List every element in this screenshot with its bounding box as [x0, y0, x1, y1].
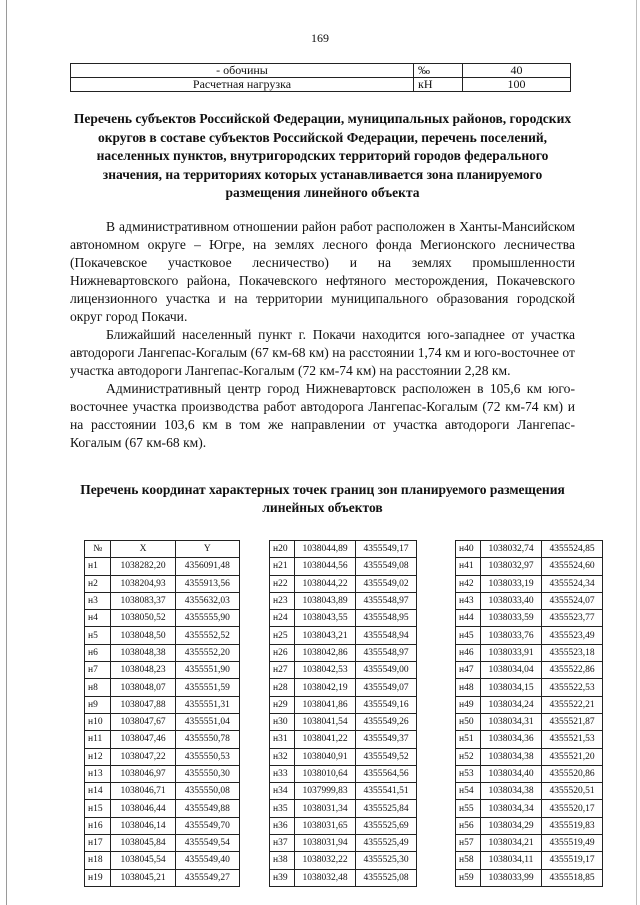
table-row: [85, 627, 240, 644]
table-row: [85, 765, 240, 782]
coordinate-y: 4355519,17: [542, 852, 603, 869]
table-row: [270, 800, 417, 817]
point-number: н59: [456, 869, 481, 886]
coordinate-x: 1038034,40: [481, 765, 542, 782]
page-number: 169: [311, 31, 329, 45]
coordinate-y: 4355551,04: [175, 713, 239, 730]
table-row: [270, 679, 417, 696]
parameter-unit: кН: [414, 78, 463, 92]
coordinate-x: 1038045,21: [111, 869, 175, 886]
coordinate-y: 4355524,60: [542, 558, 603, 575]
point-number: н22: [270, 575, 295, 592]
coordinate-x: 1038282,20: [111, 558, 175, 575]
coordinate-x: 1038041,54: [295, 713, 356, 730]
point-number: н31: [270, 731, 295, 748]
coordinate-y: 4355549,07: [356, 679, 417, 696]
coordinate-x: 1038044,22: [295, 575, 356, 592]
table-row: [85, 679, 240, 696]
column-header-number: №: [85, 541, 111, 558]
coordinate-y: 4355549,54: [175, 835, 239, 852]
table-row: [270, 748, 417, 765]
table-row: [270, 817, 417, 834]
table-row: [270, 835, 417, 852]
coordinate-y: 4355548,95: [356, 610, 417, 627]
paragraph: Ближайший населенный пункт г. Покачи находится юго-западнее от участка автодороги Лангепас-Когалым (67 км-68 км) на расстоянии 1,74 км и юго-восточнее от участка автодороги Лангепас-Когалым (72 км-74 км) на расстоянии 2,28 км.: [70, 327, 575, 378]
point-number: н4: [85, 610, 111, 627]
point-number: н42: [456, 575, 481, 592]
table-row: [456, 731, 603, 748]
point-number: н58: [456, 852, 481, 869]
coordinate-x: 1038042,19: [295, 679, 356, 696]
coordinate-y: 4355632,03: [175, 592, 239, 609]
coordinate-x: 1038045,54: [111, 852, 175, 869]
table-row: [456, 835, 603, 852]
table-row: [270, 731, 417, 748]
coordinate-y: 4355520,17: [542, 800, 603, 817]
table-row: [85, 731, 240, 748]
table-row: [456, 644, 603, 661]
table-row: [270, 765, 417, 782]
coordinate-x: 1038048,50: [111, 627, 175, 644]
coordinate-x: 1038034,15: [481, 679, 542, 696]
point-number: н26: [270, 644, 295, 661]
point-number: н2: [85, 575, 111, 592]
coordinate-x: 1038040,91: [295, 748, 356, 765]
paragraph: В административном отношении район работ расположен в Ханты-Мансийском автономном округе – Югре, на землях лесного фонда Мегионского лесничества (Покачевское участковое лесничество) и на землях промышленности Нижневартовского района, Покачевского нефтяного месторождения, Покачевского лицензионного участка и на территории муниципального образования городской округ город Покачи.: [70, 219, 575, 324]
coordinate-y: 4355521,87: [542, 713, 603, 730]
coordinate-y: 4355525,84: [356, 800, 417, 817]
coordinate-y: 4355550,08: [175, 783, 239, 800]
table-row: [270, 575, 417, 592]
point-number: н35: [270, 800, 295, 817]
coordinate-x: 1038204,93: [111, 575, 175, 592]
point-number: н48: [456, 679, 481, 696]
coordinate-x: 1038034,34: [481, 800, 542, 817]
coordinate-y: 4355520,51: [542, 783, 603, 800]
table-row: [270, 783, 417, 800]
point-number: н25: [270, 627, 295, 644]
coordinate-y: 4355549,27: [175, 869, 239, 886]
point-number: н49: [456, 696, 481, 713]
coordinate-y: 4355524,34: [542, 575, 603, 592]
coordinate-y: 4355524,85: [542, 541, 603, 558]
point-number: н39: [270, 869, 295, 886]
parameter-value: 40: [463, 64, 571, 78]
table-row: [456, 592, 603, 609]
point-number: н10: [85, 713, 111, 730]
coordinate-x: 1038034,36: [481, 731, 542, 748]
coordinate-y: 4355525,69: [356, 817, 417, 834]
coordinate-x: 1038033,40: [481, 592, 542, 609]
coordinate-y: 4355519,49: [542, 835, 603, 852]
coordinate-y: 4355519,83: [542, 817, 603, 834]
point-number: н33: [270, 765, 295, 782]
coordinate-y: 4355564,56: [356, 765, 417, 782]
point-number: н12: [85, 748, 111, 765]
coordinate-x: 1038047,22: [111, 748, 175, 765]
coordinates-table-3: [455, 540, 603, 887]
coordinate-y: 4355525,49: [356, 835, 417, 852]
coordinate-y: 4355523,49: [542, 627, 603, 644]
point-number: н8: [85, 679, 111, 696]
point-number: н44: [456, 610, 481, 627]
coordinate-y: 4355549,08: [356, 558, 417, 575]
point-number: н55: [456, 800, 481, 817]
coordinate-x: 1038033,19: [481, 575, 542, 592]
table-row: [85, 869, 240, 886]
table-row: [456, 713, 603, 730]
table-row: [456, 610, 603, 627]
coordinate-y: 4355549,00: [356, 662, 417, 679]
coordinate-y: 4355525,08: [356, 869, 417, 886]
table-row: [456, 869, 603, 886]
point-number: н32: [270, 748, 295, 765]
point-number: н27: [270, 662, 295, 679]
coordinate-y: 4355550,30: [175, 765, 239, 782]
coordinate-y: 4355913,56: [175, 575, 239, 592]
table-row: [85, 644, 240, 661]
coordinate-x: 1038041,86: [295, 696, 356, 713]
section-heading-coordinates: Перечень координат характерных точек границ зон планируемого размещения линейных объектов: [80, 482, 565, 515]
point-number: н28: [270, 679, 295, 696]
coordinate-x: 1038048,23: [111, 662, 175, 679]
point-number: н29: [270, 696, 295, 713]
table-row: [456, 558, 603, 575]
table-row: [456, 783, 603, 800]
coordinate-x: 1038032,48: [295, 869, 356, 886]
coordinate-x: 1038046,97: [111, 765, 175, 782]
coordinate-x: 1038034,31: [481, 713, 542, 730]
point-number: н52: [456, 748, 481, 765]
point-number: н3: [85, 592, 111, 609]
table-row: [85, 817, 240, 834]
point-number: н23: [270, 592, 295, 609]
table-row: [270, 696, 417, 713]
coordinate-x: 1038046,14: [111, 817, 175, 834]
table-row: [85, 835, 240, 852]
table-row: [270, 869, 417, 886]
table-row: [270, 541, 417, 558]
table-row: [85, 800, 240, 817]
table-row: [85, 783, 240, 800]
paragraph: Административный центр город Нижневартовск расположен в 105,6 км юго-восточнее участка производства работ автодорога Лангепас-Когалым (72 км-74 км) и на расстоянии 103,6 км в том же направлении от участка автодороги Лангепас-Когалым (67 км-68 км).: [70, 381, 575, 450]
table-row: [85, 696, 240, 713]
coordinate-y: 4355520,86: [542, 765, 603, 782]
point-number: н36: [270, 817, 295, 834]
coordinate-x: 1038032,74: [481, 541, 542, 558]
table-row: [71, 64, 571, 78]
point-number: н45: [456, 627, 481, 644]
coordinate-y: 4355524,07: [542, 592, 603, 609]
point-number: н53: [456, 765, 481, 782]
coordinate-x: 1038031,94: [295, 835, 356, 852]
point-number: н15: [85, 800, 111, 817]
coordinate-x: 1038034,29: [481, 817, 542, 834]
point-number: н16: [85, 817, 111, 834]
table-row: [270, 592, 417, 609]
point-number: н46: [456, 644, 481, 661]
coordinate-y: 4355551,59: [175, 679, 239, 696]
coordinate-y: 4355550,53: [175, 748, 239, 765]
coordinate-x: 1038041,22: [295, 731, 356, 748]
coordinate-x: 1038047,88: [111, 696, 175, 713]
table-row: [85, 592, 240, 609]
point-number: н34: [270, 783, 295, 800]
coordinate-x: 1038033,59: [481, 610, 542, 627]
parameter-unit: ‰: [414, 64, 463, 78]
body-text: [70, 218, 575, 452]
table-row: [85, 575, 240, 592]
coordinate-x: 1038034,04: [481, 662, 542, 679]
section-heading-subjects: Перечень субъектов Российской Федерации, муниципальных районов, городских округов в составе субъектов Российской Федерации, перечень поселений, населенных пунктов, внутригородских территорий городов федерального значения, на территориях которых устанавливается зона планируемого размещения линейного объекта: [73, 111, 572, 200]
point-number: н19: [85, 869, 111, 886]
point-number: н30: [270, 713, 295, 730]
table-row: [85, 713, 240, 730]
point-number: н5: [85, 627, 111, 644]
coordinate-x: 1038044,89: [295, 541, 356, 558]
coordinate-x: 1038033,76: [481, 627, 542, 644]
coordinate-y: 4355522,53: [542, 679, 603, 696]
coordinate-y: 4356091,48: [175, 558, 239, 575]
coordinate-y: 4355549,17: [356, 541, 417, 558]
coordinate-x: 1038044,56: [295, 558, 356, 575]
table-row: [456, 765, 603, 782]
point-number: н11: [85, 731, 111, 748]
coordinate-y: 4355523,18: [542, 644, 603, 661]
point-number: н41: [456, 558, 481, 575]
point-number: н57: [456, 835, 481, 852]
point-number: н1: [85, 558, 111, 575]
point-number: н6: [85, 644, 111, 661]
coordinate-x: 1038042,53: [295, 662, 356, 679]
coordinate-y: 4355549,40: [175, 852, 239, 869]
coordinate-x: 1038050,52: [111, 610, 175, 627]
table-row: [270, 627, 417, 644]
coordinate-x: 1038010,64: [295, 765, 356, 782]
coordinate-y: 4355541,51: [356, 783, 417, 800]
coordinate-x: 1038045,84: [111, 835, 175, 852]
coordinate-x: 1038042,86: [295, 644, 356, 661]
coordinate-x: 1038034,11: [481, 852, 542, 869]
coordinate-y: 4355548,97: [356, 592, 417, 609]
point-number: н54: [456, 783, 481, 800]
coordinate-y: 4355518,85: [542, 869, 603, 886]
coordinate-x: 1038031,34: [295, 800, 356, 817]
coordinate-y: 4355549,88: [175, 800, 239, 817]
parameter-value: 100: [463, 78, 571, 92]
coordinate-x: 1038033,99: [481, 869, 542, 886]
table-row: [270, 558, 417, 575]
point-number: н43: [456, 592, 481, 609]
point-number: н14: [85, 783, 111, 800]
table-row: [71, 78, 571, 92]
table-row: [270, 852, 417, 869]
table-row: [270, 713, 417, 730]
coordinate-y: 4355522,86: [542, 662, 603, 679]
table-row: [456, 541, 603, 558]
point-number: н47: [456, 662, 481, 679]
point-number: н18: [85, 852, 111, 869]
coordinate-y: 4355550,78: [175, 731, 239, 748]
coordinate-y: 4355525,30: [356, 852, 417, 869]
coordinate-y: 4355548,97: [356, 644, 417, 661]
coordinate-y: 4355521,20: [542, 748, 603, 765]
coordinate-y: 4355548,94: [356, 627, 417, 644]
table-row: [456, 800, 603, 817]
table-row: [456, 817, 603, 834]
coordinate-x: 1038043,89: [295, 592, 356, 609]
coordinate-x: 1038048,07: [111, 679, 175, 696]
table-row: [85, 558, 240, 575]
coordinate-y: 4355523,77: [542, 610, 603, 627]
coordinate-y: 4355552,52: [175, 627, 239, 644]
point-number: н13: [85, 765, 111, 782]
coordinate-y: 4355551,90: [175, 662, 239, 679]
coordinate-x: 1038034,38: [481, 748, 542, 765]
point-number: н7: [85, 662, 111, 679]
point-number: н56: [456, 817, 481, 834]
coordinates-table-2: [269, 540, 417, 887]
point-number: н20: [270, 541, 295, 558]
table-row: [456, 662, 603, 679]
table-row: [85, 852, 240, 869]
coordinate-x: 1038047,46: [111, 731, 175, 748]
coordinate-x: 1038047,67: [111, 713, 175, 730]
coordinate-x: 1038046,71: [111, 783, 175, 800]
parameter-name: - обочины: [71, 64, 414, 78]
coordinate-y: 4355549,52: [356, 748, 417, 765]
parameters-table: [70, 63, 571, 92]
coordinate-x: 1038046,44: [111, 800, 175, 817]
coordinate-x: 1038032,97: [481, 558, 542, 575]
point-number: н40: [456, 541, 481, 558]
coordinate-y: 4355549,70: [175, 817, 239, 834]
point-number: н9: [85, 696, 111, 713]
coordinate-x: 1037999,83: [295, 783, 356, 800]
coordinate-x: 1038083,37: [111, 592, 175, 609]
table-header-row: [85, 541, 240, 558]
point-number: н51: [456, 731, 481, 748]
table-row: [270, 644, 417, 661]
point-number: н21: [270, 558, 295, 575]
table-row: [270, 662, 417, 679]
coordinate-y: 4355552,20: [175, 644, 239, 661]
coordinate-x: 1038034,38: [481, 783, 542, 800]
table-row: [456, 748, 603, 765]
coordinate-x: 1038031,65: [295, 817, 356, 834]
coordinate-x: 1038048,38: [111, 644, 175, 661]
coordinate-x: 1038034,24: [481, 696, 542, 713]
coordinate-x: 1038043,21: [295, 627, 356, 644]
table-row: [85, 748, 240, 765]
coordinate-y: 4355551,31: [175, 696, 239, 713]
coordinates-table-1: [84, 540, 240, 887]
point-number: н37: [270, 835, 295, 852]
coordinate-y: 4355549,37: [356, 731, 417, 748]
coordinate-y: 4355522,21: [542, 696, 603, 713]
table-row: [456, 679, 603, 696]
table-row: [456, 696, 603, 713]
coordinate-x: 1038034,21: [481, 835, 542, 852]
table-row: [456, 575, 603, 592]
coordinate-y: 4355549,02: [356, 575, 417, 592]
coordinate-x: 1038032,22: [295, 852, 356, 869]
table-row: [456, 852, 603, 869]
point-number: н24: [270, 610, 295, 627]
coordinate-y: 4355521,53: [542, 731, 603, 748]
coordinate-y: 4355549,16: [356, 696, 417, 713]
point-number: н50: [456, 713, 481, 730]
parameter-name: Расчетная нагрузка: [71, 78, 414, 92]
table-row: [456, 627, 603, 644]
point-number: н17: [85, 835, 111, 852]
column-header-x: X: [111, 541, 175, 558]
point-number: н38: [270, 852, 295, 869]
scan-edge-left: [6, 0, 7, 905]
table-row: [85, 610, 240, 627]
coordinate-x: 1038033,91: [481, 644, 542, 661]
coordinate-y: 4355555,90: [175, 610, 239, 627]
coordinate-y: 4355549,26: [356, 713, 417, 730]
column-header-y: Y: [175, 541, 239, 558]
scan-edge-right: [636, 0, 637, 905]
coordinate-x: 1038043,55: [295, 610, 356, 627]
table-row: [85, 662, 240, 679]
table-row: [270, 610, 417, 627]
